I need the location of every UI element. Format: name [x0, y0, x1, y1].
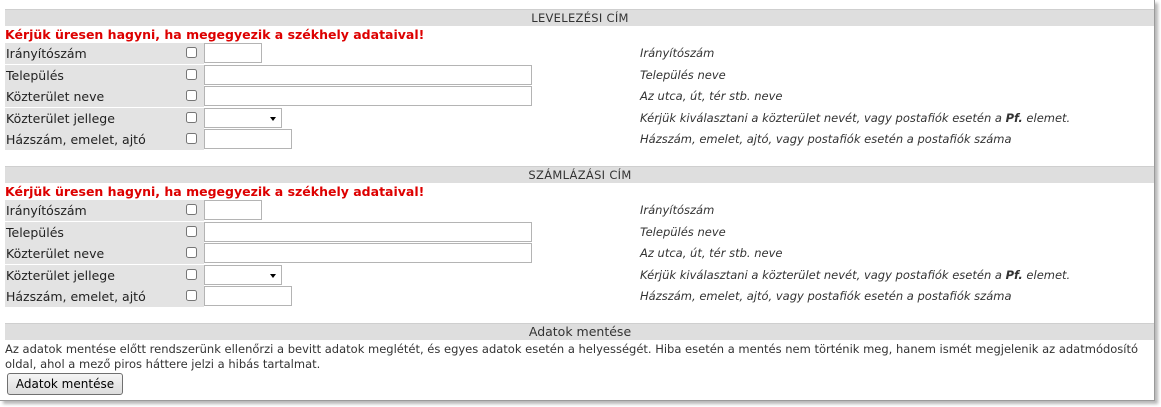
city-checkbox[interactable] — [186, 69, 197, 80]
zip-checkbox[interactable] — [186, 47, 197, 58]
street-checkbox[interactable] — [186, 247, 197, 258]
house-number-checkbox[interactable] — [186, 133, 197, 144]
street-label: Közterület neve — [5, 86, 204, 107]
save-section — [5, 323, 1155, 401]
street-input[interactable] — [204, 243, 532, 263]
street-hint: Az utca, út, tér stb. neve — [640, 246, 783, 260]
zip-label: Irányítószám — [5, 43, 204, 64]
zip-input[interactable] — [204, 200, 262, 220]
city-input[interactable] — [204, 222, 532, 242]
street-type-hint: Kérjük kiválasztani a közterület nevét, vagy postafiók esetén a Pf. elemet. — [640, 110, 1071, 125]
street-type-checkbox[interactable] — [186, 112, 197, 123]
city-label: Település — [5, 222, 204, 243]
zip-label: Irányítószám — [5, 200, 204, 221]
street-label: Közterület neve — [5, 243, 204, 264]
form-row-street-type — [5, 265, 1155, 287]
city-input[interactable] — [204, 65, 532, 85]
billing-address-section — [5, 166, 1155, 308]
house-number-checkbox[interactable] — [186, 290, 197, 301]
city-label: Település — [5, 65, 204, 86]
house-number-label: Házszám, emelet, ajtó — [5, 286, 204, 307]
house-number-hint: Házszám, emelet, ajtó, vagy postafiók esetén a postafiók száma — [640, 132, 1012, 146]
street-input[interactable] — [204, 86, 532, 106]
mailing-address-warning: Kérjük üresen hagyni, ha megegyezik a székhely adataival! — [5, 27, 425, 42]
chevron-down-icon — [270, 274, 276, 278]
city-checkbox[interactable] — [186, 226, 197, 237]
street-type-label: Közterület jellege — [5, 265, 204, 286]
chevron-down-icon — [270, 117, 276, 121]
form-row-zip — [5, 200, 1155, 222]
street-hint: Az utca, út, tér stb. neve — [640, 89, 783, 103]
house-number-input[interactable] — [204, 286, 292, 306]
save-button[interactable]: Adatok mentése — [7, 373, 123, 395]
street-type-select[interactable] — [204, 108, 282, 128]
save-header: Adatok mentése — [5, 323, 1155, 340]
house-number-input[interactable] — [204, 129, 292, 149]
mailing-address-header: LEVELEZÉSI CÍM — [5, 9, 1155, 26]
form-row-zip — [5, 43, 1155, 65]
form-row-city — [5, 65, 1155, 87]
zip-hint: Irányítószám — [640, 203, 715, 217]
form-row-city — [5, 222, 1155, 244]
save-description: Az adatok mentése előtt rendszerünk ellenőrzi a bevitt adatok meglétét, és egyes adatok esetén a helyességét. Hiba esetén a mentés nem történik meg, hanem ismét megjelenik az adatmódosító oldal, ahol a mező piros háttere jelzi a hibás tartalmat. — [5, 342, 1139, 371]
house-number-hint: Házszám, emelet, ajtó, vagy postafiók esetén a postafiók száma — [640, 289, 1012, 303]
mailing-address-section — [5, 9, 1155, 151]
street-type-select[interactable] — [204, 265, 282, 285]
street-type-label: Közterület jellege — [5, 108, 204, 129]
zip-hint: Irányítószám — [640, 46, 715, 60]
billing-address-warning: Kérjük üresen hagyni, ha megegyezik a székhely adataival! — [5, 184, 425, 199]
city-hint: Település neve — [640, 224, 726, 239]
city-hint: Település neve — [640, 67, 726, 82]
zip-input[interactable] — [204, 43, 262, 63]
form-row-street-type — [5, 108, 1155, 130]
house-number-label: Házszám, emelet, ajtó — [5, 129, 204, 150]
form-row-house-number — [5, 129, 1155, 151]
street-checkbox[interactable] — [186, 90, 197, 101]
zip-checkbox[interactable] — [186, 204, 197, 215]
form-row-street — [5, 86, 1155, 108]
billing-address-header: SZÁMLÁZÁSI CÍM — [5, 166, 1155, 183]
form-row-street — [5, 243, 1155, 265]
street-type-hint: Kérjük kiválasztani a közterület nevét, vagy postafiók esetén a Pf. elemet. — [640, 267, 1071, 282]
form-row-house-number — [5, 286, 1155, 308]
street-type-checkbox[interactable] — [186, 269, 197, 280]
